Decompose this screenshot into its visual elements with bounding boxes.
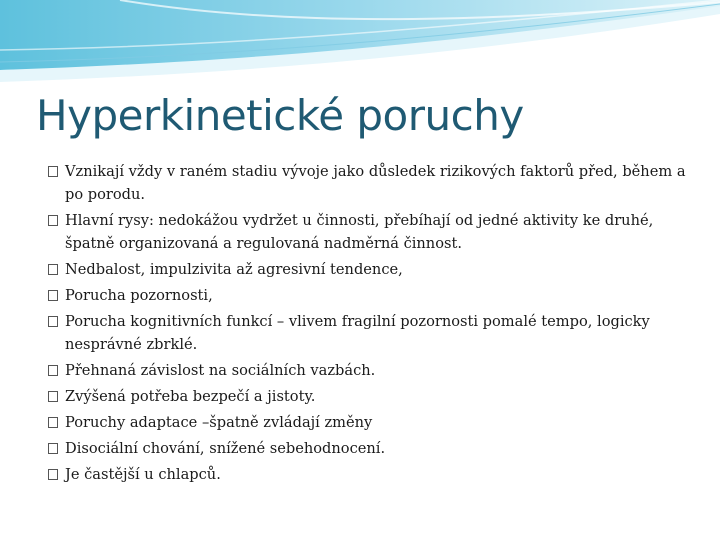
list-item (48, 359, 688, 382)
slide-title: Hyperkinetické poruchy (36, 91, 524, 140)
list-item (48, 310, 688, 356)
list-item (48, 209, 688, 255)
list-item-text: Porucha kognitivních funkcí – vlivem fragilní pozornosti pomalé tempo, logicky nesprávné zbrklé. (65, 313, 650, 353)
list-item-text: Je častější u chlapců. (65, 466, 221, 483)
bullet-box-icon (48, 417, 58, 428)
list-item-text: Vznikají vždy v raném stadiu vývoje jako důsledek rizikových faktorů před, během a po porodu. (65, 163, 686, 203)
list-item (48, 160, 688, 206)
list-item-text: Nedbalost, impulzivita až agresivní tendence, (65, 261, 403, 278)
list-item (48, 437, 688, 460)
bullet-box-icon (48, 391, 58, 402)
list-item-text: Porucha pozornosti, (65, 287, 213, 304)
list-item (48, 411, 688, 434)
bullet-box-icon (48, 316, 58, 327)
bullet-box-icon (48, 443, 58, 454)
list-item (48, 385, 688, 408)
bullet-box-icon (48, 365, 58, 376)
list-item (48, 284, 688, 307)
list-item (48, 463, 688, 486)
bullet-box-icon (48, 290, 58, 301)
list-item-text: Přehnaná závislost na sociálních vazbách. (65, 362, 376, 379)
bullet-box-icon (48, 215, 58, 226)
list-item (48, 258, 688, 281)
list-item-text: Hlavní rysy: nedokážou vydržet u činnosti, přebíhají od jedné aktivity ke druhé, špatně organizovaná a regulovaná nadměrná činnost. (65, 212, 654, 252)
list-item-text: Poruchy adaptace –špatně zvládají změny (65, 414, 373, 431)
bullet-box-icon (48, 166, 58, 177)
list-item-text: Zvýšená potřeba bezpečí a jistoty. (65, 388, 316, 405)
list-item-text: Disociální chování, snížené sebehodnocení. (65, 440, 386, 457)
bullet-box-icon (48, 469, 58, 480)
bullet-list (48, 160, 688, 489)
header-wave-decoration (0, 0, 720, 90)
bullet-box-icon (48, 264, 58, 275)
